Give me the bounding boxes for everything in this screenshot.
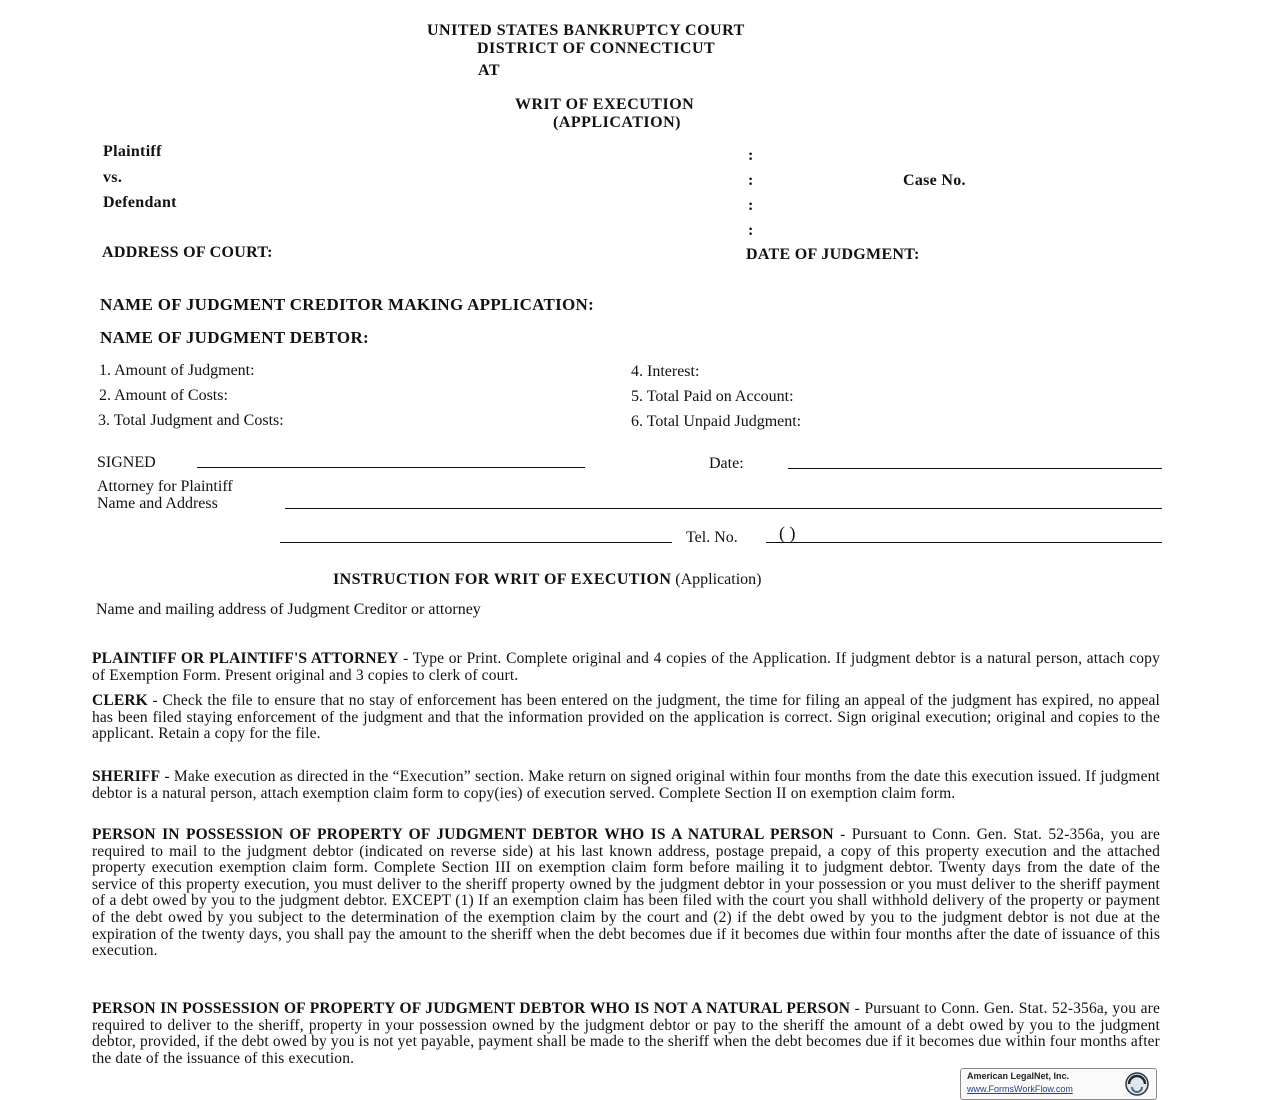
instruction-clerk bbox=[92, 693, 1160, 743]
instruction-lead: PERSON IN POSSESSION OF PROPERTY OF JUDGMENT DEBTOR WHO IS A NATURAL PERSON bbox=[92, 826, 834, 843]
attorney-name-address-line[interactable] bbox=[285, 508, 1162, 509]
date-label: Date: bbox=[709, 455, 744, 472]
date-of-judgment-label: DATE OF JUDGMENT: bbox=[746, 246, 920, 263]
logo-company-name: American LegalNet, Inc. bbox=[967, 1071, 1070, 1081]
instructions-heading-text: INSTRUCTION FOR WRIT OF EXECUTION bbox=[333, 571, 672, 588]
area-code-parens: ( ) bbox=[779, 523, 796, 543]
instructions-heading-suffix: (Application) bbox=[675, 571, 762, 588]
logo-url[interactable]: www.FormsWorkFlow.com bbox=[967, 1084, 1073, 1094]
court-location-at: AT bbox=[478, 62, 501, 79]
defendant-label: Defendant bbox=[103, 194, 177, 211]
name-mailing-address-label: Name and mailing address of Judgment Creditor or attorney bbox=[96, 601, 481, 618]
interest-label: 4. Interest: bbox=[631, 363, 700, 380]
attorney-address-line-2[interactable] bbox=[280, 542, 672, 543]
caption-colon: : bbox=[748, 147, 754, 164]
plaintiff-label: Plaintiff bbox=[103, 143, 162, 160]
name-and-address-label: Name and Address bbox=[97, 495, 218, 512]
amount-of-judgment-label: 1. Amount of Judgment: bbox=[99, 362, 255, 379]
globe-swirl-icon bbox=[1124, 1071, 1150, 1097]
instruction-text: - Type or Print. Complete original and 4 copies of the Application. If judgment debtor is a natural person, attach copy of Exemption Form. Present original and 3 copies to clerk of court. bbox=[92, 650, 1160, 684]
caption-colon: : bbox=[748, 197, 754, 214]
instruction-lead: SHERIFF bbox=[92, 768, 161, 785]
instruction-text: - Pursuant to Conn. Gen. Stat. 52-356a, you are required to deliver to the sheriff, property in your possession owned by the judgment debtor or pay to the sheriff the amount of a debt owed by you to the judgment debtor, provided, if the debt owed by you is not yet payable, payment shall be made to the sheriff when the debt becomes due if it becomes due within four months after the date of the issuance of this execution. bbox=[92, 1000, 1160, 1067]
instructions-heading bbox=[333, 571, 762, 589]
signature-line[interactable] bbox=[197, 467, 585, 468]
caption-colon: : bbox=[748, 172, 754, 189]
instruction-text: - Pursuant to Conn. Gen. Stat. 52-356a, you are required to mail to the judgment debtor (indicated on reverse side) at his last known address, postage prepaid, a copy of this property execution and the attached property execution exemption claim form. Complete Section III on exemption claim form before mailing it to judgment debtor. Twenty days from the date of the service of this property execution, you must deliver to the sheriff property owned by the judgment debtor in your possession or you must deliver to the sheriff payment of a debt owed by you to the judgment debtor. EXCEPT (1) If an exemption claim has been filed with the court you shall withhold delivery of the property or payment of the debt owed by you subject to the determination of the exemption claim by the court and (2) if the debt owed by you to the judgment debtor is not due at the expiration of the twenty days, you shall pay the amount to the sheriff when the debt becomes due if it becomes due within four months after the date of issuance of this execution. bbox=[92, 826, 1161, 960]
instruction-text: - Make execution as directed in the “Execution” section. Make return on signed original within four months from the date this execution issued. If judgment debtor is a natural person, attach exemption claim form to copy(ies) of execution served. Complete Section II on exemption claim form. bbox=[92, 768, 1160, 802]
date-line[interactable] bbox=[788, 468, 1162, 469]
instruction-plaintiff bbox=[92, 651, 1160, 684]
footer-logo[interactable] bbox=[960, 1068, 1157, 1100]
court-name: UNITED STATES BANKRUPTCY COURT bbox=[427, 22, 745, 39]
document-subtitle: (APPLICATION) bbox=[553, 114, 681, 131]
total-judgment-and-costs-label: 3. Total Judgment and Costs: bbox=[98, 412, 284, 429]
vs-label: vs. bbox=[103, 169, 123, 186]
instruction-lead: CLERK bbox=[92, 692, 148, 709]
case-number-label: Case No. bbox=[903, 172, 966, 189]
instruction-sheriff bbox=[92, 769, 1160, 802]
judgment-creditor-label: NAME OF JUDGMENT CREDITOR MAKING APPLICATION: bbox=[100, 295, 595, 314]
instruction-not-natural-person bbox=[92, 1001, 1160, 1067]
tel-no-label: Tel. No. bbox=[686, 529, 738, 546]
attorney-for-plaintiff-label: Attorney for Plaintiff bbox=[97, 478, 233, 495]
total-unpaid-judgment-label: 6. Total Unpaid Judgment: bbox=[631, 413, 802, 430]
judgment-debtor-label: NAME OF JUDGMENT DEBTOR: bbox=[100, 328, 369, 347]
total-paid-on-account-label: 5. Total Paid on Account: bbox=[631, 388, 794, 405]
telephone-line[interactable] bbox=[766, 542, 1162, 543]
instruction-lead: PLAINTIFF OR PLAINTIFF'S ATTORNEY bbox=[92, 650, 399, 667]
amount-of-costs-label: 2. Amount of Costs: bbox=[99, 387, 228, 404]
caption-colon: : bbox=[748, 222, 754, 239]
instruction-text: - Check the file to ensure that no stay of enforcement has been entered on the judgment, the time for filing an appeal of the judgment has expired, no appeal has been filed staying enforcement of the judgment and that the information provided on the application is correct. Sign original execution; original and copies to the applicant. Retain a copy for the file. bbox=[92, 692, 1160, 743]
district-name: DISTRICT OF CONNECTICUT bbox=[477, 40, 716, 57]
signed-label: SIGNED bbox=[97, 454, 156, 471]
instruction-natural-person bbox=[92, 827, 1160, 960]
instruction-lead: PERSON IN POSSESSION OF PROPERTY OF JUDGMENT DEBTOR WHO IS NOT A NATURAL PERSON bbox=[92, 1000, 851, 1017]
address-of-court-label: ADDRESS OF COURT: bbox=[102, 244, 273, 261]
document-title: WRIT OF EXECUTION bbox=[515, 96, 695, 113]
